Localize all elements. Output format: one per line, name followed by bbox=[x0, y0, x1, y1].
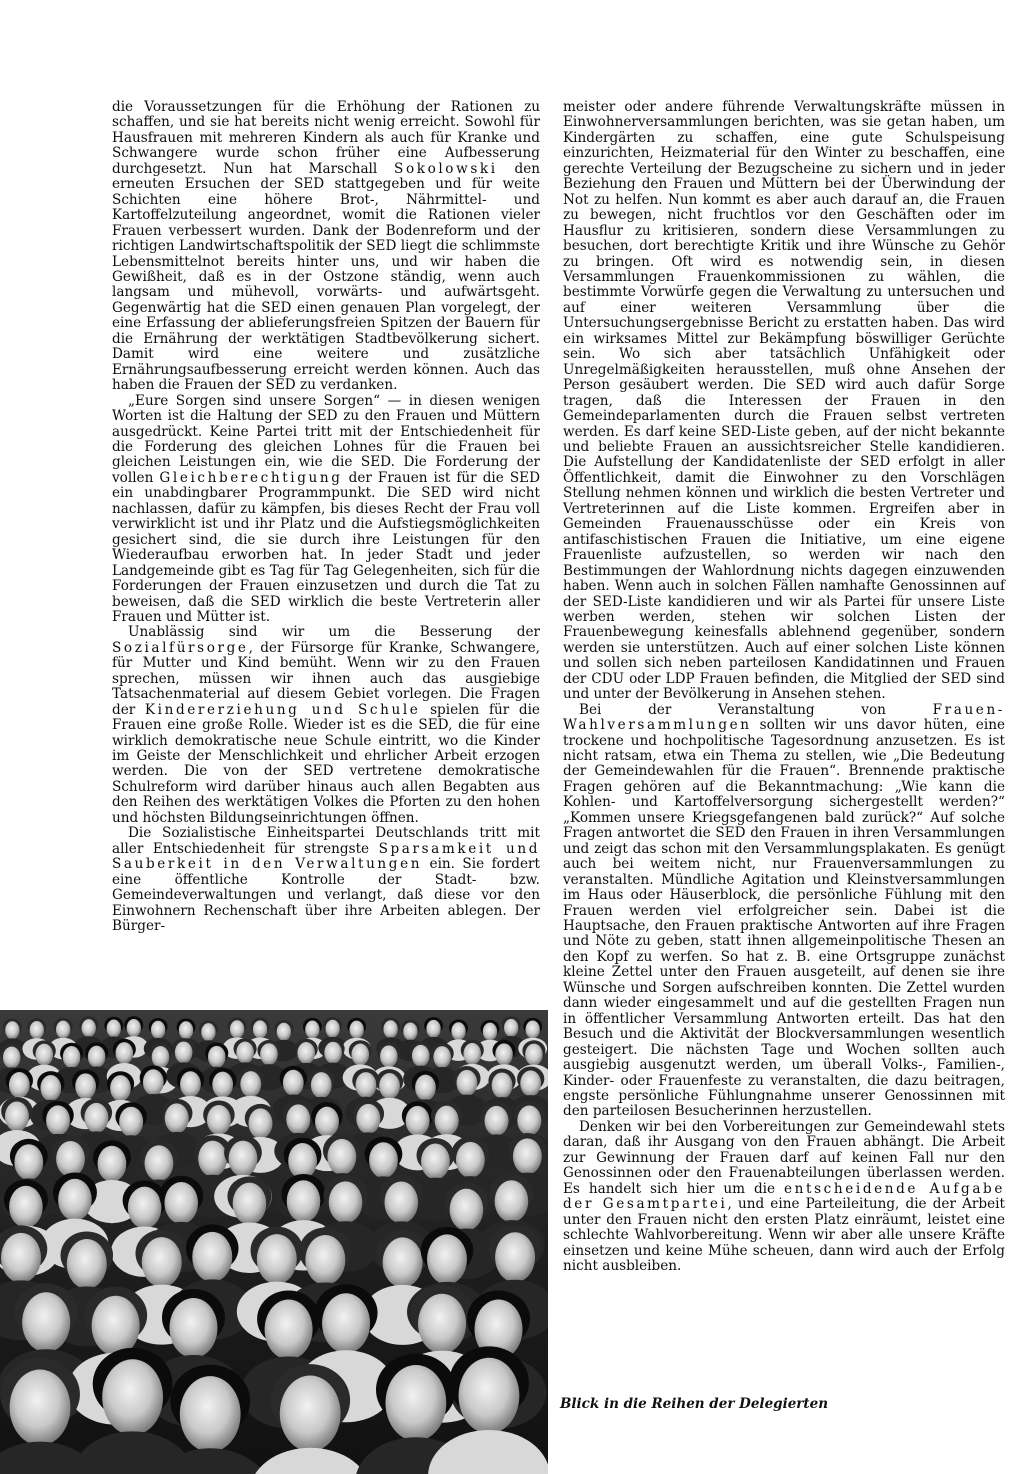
paragraph-text: sollten wir uns davor hüten, eine trockene und hochpolitische Tagesordnung anzusetzen. Es ist nicht ratsam, etwa ein Thema zu stellen, wie „Die Bedeutung der Gemeindewahlen für die Frauen“. Brennende praktische Fragen gehören auf die Bekanntmachung: „Wie kann die Kohlen- und Kartoffelversorgung sichergestellt werden?“ „Kommen unsere Kriegsgefangenen bald zurück?“ Auf solche Fragen antwortet die SED den Frauen in ihren Versammlungen und zeigt das schon mit den Versammlungsplakaten. Es genügt auch bei weitem nicht, nur Frauenversammlungen zu veranstalten. Mündliche Agitation und Kleinstversammlungen im Haus oder Häuserblock, die persönliche Fühlung mit den Frauen werden viel erfolgreicher sein. Dabei ist die Hauptsache, den Frauen praktische Antworten auf ihre Fragen und Nöte zu geben, statt ihnen allgemeinpolitische Thesen an den Kopf zu werfen. So hat z. B. eine Ortsgruppe zunächst kleine Zettel unter den Frauen ausgeteilt, auf denen sie ihre Wünsche und Sorgen aufschreiben konnten. Die Zettel wurden dann wieder eingesammelt und auf die gestellten Fragen nun in öffentlicher Versammlung Antworten erteilt. Das hat den Besuch und die Aktivität der Blockversammlungen wesentlich gesteigert. Die nächsten Tage und Wochen sollten auch ausgiebig ausgenutzt werden, um überall Volks-, Familien-, Kinder- oder Frauenfeste zu veranstalten, die dazu beitragen, engste persönliche Fühlungnahme unserer Genossinnen mit den parteilosen Besucherinnen herzustellen. bbox=[563, 717, 1005, 1120]
article-paragraph bbox=[563, 1120, 1005, 1275]
paragraph-text: Denken wir bei den Vorbereitungen zur Gemeindewahl stets daran, daß ihr Ausgang von den Frauen abhängt. Die Arbeit zur Gewinnung der Frauen darf auf keinen Fall nur den Genossinnen oder den Frauenabteilungen überlassen werden. Es handelt sich hier um die bbox=[563, 1118, 1005, 1197]
article-paragraph bbox=[112, 394, 540, 626]
emphasized-text: entscheidende Aufgabe der Gesamtpartei bbox=[563, 1180, 1005, 1213]
paragraph-text: , und eine Parteileitung, die der Arbeit unter den Frauen nicht den ersten Platz einräumt, leistet eine schlechte Wahlvorbereitung. Wenn wir aber alle unsere Kräfte einsetzen und keine Mühe scheuen, dann wird auch der Erfolg nicht ausbleiben. bbox=[563, 1196, 1005, 1274]
delegates-photo bbox=[0, 1010, 548, 1474]
photo-caption: Blick in die Reihen der Delegierten bbox=[560, 1396, 829, 1412]
article-paragraph bbox=[112, 826, 540, 934]
emphasized-text: Sozialfürsorge bbox=[112, 639, 249, 656]
emphasized-text: Frauen-Wahlversammlungen bbox=[563, 701, 1005, 734]
paragraph-text: der Frauen ist für die SED ein unabdingbarer Programmpunkt. Die SED wird nicht nachlassen, dafür zu kämpfen, bis dieses Recht der Frau voll verwirklicht ist und ihr Platz und die Aufstiegsmöglichkeiten gesichert sind, die sie durch ihre Leistungen für den Wiederaufbau erworben hat. In jeder Stadt und jeder Landgemeinde gibt es Tag für Tag Gelegenheiten, sich für die Forderungen der Frauen einzusetzen und durch die Tat zu beweisen, daß die SED wirklich die beste Vertreterin aller Frauen und Mütter ist. bbox=[112, 469, 541, 625]
paragraph-text: Unablässig sind wir um die Besserung der bbox=[128, 624, 540, 641]
emphasized-text: Sokolowski bbox=[394, 160, 498, 177]
paragraph-text: den erneuten Ersuchen der SED stattgegeben und für weite Schichten eine höhere Brot-, Nährmittel- und Kartoffelzuteilung angeordnet, womit die Rationen vieler Frauen verbessert wurden. Dank der Bodenreform und der richtigen Landwirtschaftspolitik der SED liegt die schlimmste Lebensmittelnot bereits hinter uns, und wir haben die Gewißheit, daß es in der Ostzone ständig, wenn auch langsam und mühevoll, vorwärts- und aufwärtsgeht. Gegenwärtig hat die SED einen genauen Plan vorgelegt, der eine Erfassung der ablieferungsfreien Spitzen der Bauern für die Ernährung der werktätigen Stadtbevölkerung sichert. Damit wird eine weitere und zusätzliche Ernährungsaufbesserung erreicht werden können. Auch das haben die Frauen der SED zu verdanken. bbox=[112, 160, 540, 394]
paragraph-text: spielen für die Frauen eine große Rolle. Wieder ist es die SED, die für eine wirklich demokratische neue Schule eintritt, wo die Kinder im Geiste der Menschlichkeit und ehrlicher Arbeit erzogen werden. Die von der SED vertretene demokratische Schulreform wird darüber hinaus auch allen Begabten aus den Reihen des werktätigen Volkes die Pforten zu den hohen und höchsten Bildungseinrichtungen öffnen. bbox=[112, 701, 540, 826]
emphasized-text: Kindererziehung und Schule bbox=[144, 701, 421, 718]
article-paragraph bbox=[563, 100, 1005, 703]
article-paragraph bbox=[112, 625, 540, 826]
article-paragraph bbox=[563, 703, 1005, 1120]
article-column-left bbox=[112, 100, 540, 934]
article-column-right bbox=[563, 100, 1005, 1274]
paragraph-text: ein. Sie fordert eine öffentliche Kontrolle der Stadt- bzw. Gemeindeverwaltungen und verlangt, daß diese vor den Einwohnern Rechenschaft über ihre Arbeiten ablegen. Der Bürger- bbox=[112, 856, 540, 935]
paragraph-text: meister oder andere führende Verwaltungskräfte müssen in Einwohnerversammlungen berichten, was sie getan haben, um Kindergärten zu schaffen, eine gute Schulspeisung einzurichten, Heizmaterial für den Winter zu beschaffen, eine gerechte Verteilung der Bezugscheine zu sichern und in jeder Beziehung den Frauen und Müttern bei der Überwindung der Not zu helfen. Nun kommt es aber auch darauf an, die Frauen zu bewegen, nicht fruchtlos vor den Geschäften oder im Hausflur zu kritisieren, sondern diese Versammlungen zu besuchen, dort berechtigte Kritik und ihre Wünsche zu Gehör zu bringen. Oft wird es notwendig sein, in diesen Versammlungen Frauenkommissionen zu wählen, die bestimmte Vorwürfe gegen die Verwaltung zu untersuchen und auf einer weiteren Versammlung über die Untersuchungsergebnisse Bericht zu erstatten haben. Das wird ein wirksames Mittel zur Bekämpfung böswilliger Gerüchte sein. Wo sich aber tatsächlich Unfähigkeit oder Unregelmäßigkeiten herausstellen, muß ohne Ansehen der Person gesäubert werden. Die SED wird auch dafür Sorge tragen, daß die Interessen der Frauen in den Gemeindeparlamenten durch die Frauen selbst vertreten werden. Es darf keine SED-Liste geben, auf der nicht bekannte und beliebte Frauen an aussichtsreicher Stelle kandidieren. Die Aufstellung der Kandidatenliste der SED erfolgt in aller Öffentlichkeit, damit die Einwohner zu den Vorschlägen Stellung nehmen können und wirklich die besten Vertreter und Vertreterinnen auf die Liste kommen. Ergreifen aber in Gemeinden Frauenausschüsse oder ein Kreis von antifaschistischen Frauen die Initiative, um eine eigene Frauenliste aufzustellen, so werden wir nach den Bestimmungen der Wahlordnung nichts dagegen einzuwenden haben. Wenn auch in solchen Fällen namhafte Genossinnen auf der SED-Liste kandidieren und wir als Partei für unsere Liste werben werden, stehen wir solchen Listen der Frauenbewegung keinesfalls ablehnend gegenüber, sondern werden sie unterstützen. Auch auf einer solchen Liste können und sollen sich neben parteilosen Kandidatinnen und Frauen der CDU oder LDP Frauen befinden, die Mitglied der SED sind und unter der Bevölkerung in Ansehen stehen. bbox=[563, 99, 1005, 703]
paragraph-text: Die Sozialistische Einheitspartei Deutschlands tritt mit aller Entschiedenheit für strengste bbox=[112, 825, 540, 857]
paragraph-text: Bei der Veranstaltung von bbox=[579, 701, 933, 718]
paragraph-text: , der Fürsorge für Kranke, Schwangere, für Mutter und Kind bemüht. Wenn wir zu den Frauen sprechen, müssen wir ihnen auch das ausgiebige Tatsachenmaterial auf diesem Gebiet vorlegen. Die Fragen der bbox=[112, 639, 540, 718]
emphasized-text: Sparsamkeit und Sauberkeit in den Verwaltungen bbox=[112, 840, 540, 873]
paragraph-text: „Eure Sorgen sind unsere Sorgen“ — in diesen wenigen Worten ist die Haltung der SED zu den Frauen und Müttern ausgedrückt. Keine Partei tritt mit der Entschiedenheit für die Forderung des gleichen Lohnes für die Frauen bei gleichen Leistungen ein, wie die SED. Die Forderung der vollen bbox=[112, 392, 540, 486]
paragraph-text: die Voraussetzungen für die Erhöhung der Rationen zu schaffen, und sie hat bereits nicht wenig erreicht. Sowohl für Hausfrauen mit mehreren Kindern als auch für Kranke und Schwangere wurde schon früher eine Aufbesserung durchgesetzt. Nun hat Marschall bbox=[112, 99, 540, 177]
emphasized-text: Gleichberechtigung bbox=[159, 469, 343, 486]
article-paragraph bbox=[112, 100, 540, 394]
